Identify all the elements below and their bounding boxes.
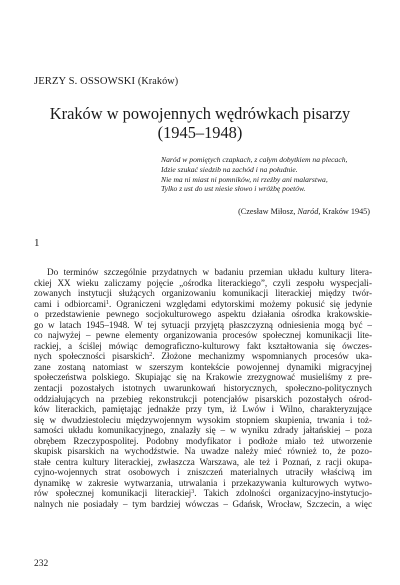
body-line: o przedstawienie pewnego socjokulturowego aspektu działania ośrodka krakowskie- — [34, 309, 372, 320]
citation-author: (Czesław Miłosz, — [238, 207, 298, 216]
body-text-fragment: . Złożone mechanizmy wspomnianych procesów uka- — [152, 351, 372, 362]
author-line — [34, 76, 178, 87]
body-line: dynamikę w zakresie wytwarzania, utrwalania i przekazywania kulturowych wytwo- — [34, 477, 372, 488]
body-text-fragment: cami i odbiorcami — [34, 298, 107, 309]
section-number: 1 — [34, 237, 40, 249]
footnote-ref-1[interactable]: 1 — [106, 299, 110, 306]
body-line — [34, 299, 372, 310]
epigraph-line: Nie ma ni miast ni pomników, ni rzeźby ani malarstwa, — [161, 174, 328, 184]
epigraph — [161, 155, 347, 194]
body-line: go w latach 1945–1948. W tej sytuacji przyjętą płaszczyzną odniesienia mogą być – — [34, 319, 372, 330]
body-line: Do terminów szczególnie przydatnych w badaniu przemian układu kultury litera- — [47, 267, 372, 277]
body-line — [34, 351, 372, 362]
body-text-fragment: . Ograniczeni względami edytorskimi możemy pokusić się jedynie — [109, 298, 373, 309]
body-line: ków literackich, pamiętając jednakże przy tym, iż Lwów i Wilno, charakteryzujące — [34, 404, 372, 415]
body-text-fragment: . Takich zdolności organizacyjno-instytucjo- — [194, 488, 373, 499]
citation-work: Naród — [297, 207, 319, 216]
author-name: JERZY S. OSSOWSKI — [34, 76, 136, 87]
body-line: co najwyżej – pewne elementy organizowania procesów społecznej komunikacji lite- — [34, 330, 372, 341]
body-line: społeczeństwa polskiego. Skupiając się na Krakowie zrezygnować musieliśmy z pre- — [34, 372, 372, 383]
page-number: 232 — [34, 559, 49, 569]
body-line: samości układu komunikacyjnego, znalazły się – w wyniku zdrady jałtańskiej – poza — [34, 425, 372, 436]
body-line: zentacji pozostałych istotnych uwarunkowań historycznych, społeczno-politycznych — [34, 383, 372, 394]
body-line: skupisk pisarskich na wychodźstwie. Na uwadze należy mieć również to, że pozo- — [34, 446, 372, 457]
body-line: rackiej, a ściślej mówiąc demograficzno-kulturowy fakt kształtowania się ówczes- — [34, 340, 372, 351]
epigraph-line: Idzie szukać siedzib na zachód i na południe. — [161, 164, 298, 174]
body-line: obrębem Rzeczypospolitej. Podobny modyfikator i podłoże miało też utworzenie — [34, 435, 372, 446]
body-line: się w dwudziestoleciu międzywojennym wysokim stopniem skupienia, trwania i toż- — [34, 414, 372, 425]
footnote-ref-3[interactable]: 3 — [191, 489, 195, 496]
body-line: zowanych instytucji służących organizowaniu komunikacji literackiej między twór- — [34, 288, 372, 299]
body-line: cyjno-wojennych strat osobowych i zniszczeń materialnych utraciły właściwą im — [34, 467, 372, 478]
title-line-1: Kraków w powojennych wędrówkach pisarzy — [49, 104, 351, 123]
body-line: nalnych nie posiadały – tym bardziej wówczas – Gdańsk, Wrocław, Szczecin, a więc — [34, 499, 372, 510]
epigraph-line: Naród w pomiętych czapkach, z całym dobytkiem na plecach, — [161, 155, 348, 164]
footnote-ref-2[interactable]: 2 — [149, 352, 153, 359]
body-line — [34, 488, 372, 499]
body-line: oddziałujących na przebieg rekonstrukcji potencjałów pisarskich pozostałych ośrod- — [34, 393, 372, 404]
body-line: ckiej XX wieku zaliczamy pojęcie „ośrodka literackiego”, czyli zespołu wyspecjali- — [34, 277, 372, 288]
body-line: stałe centra kultury literackiej, zwłaszcza Warszawa, ale też i Poznań, z racji okupa- — [34, 456, 372, 467]
title-line-2: (1945–1948) — [157, 123, 243, 142]
body-text-fragment: rów społecznej komunikacji literackiej — [34, 488, 192, 499]
epigraph-line: Tylko z ust do ust niesie słowo i wróżbę poetów. — [161, 184, 306, 194]
body-line: zane zostaną natomiast w szerszym kontekście powojennej dynamiki migracyjnej — [34, 361, 372, 372]
author-affiliation: (Kraków) — [137, 76, 179, 87]
body-text — [34, 267, 372, 510]
epigraph-citation — [238, 207, 370, 216]
article-title — [0, 104, 400, 142]
body-text-fragment: nych społeczności pisarskich — [34, 351, 150, 362]
citation-place-year: , Kraków 1945) — [318, 207, 370, 216]
